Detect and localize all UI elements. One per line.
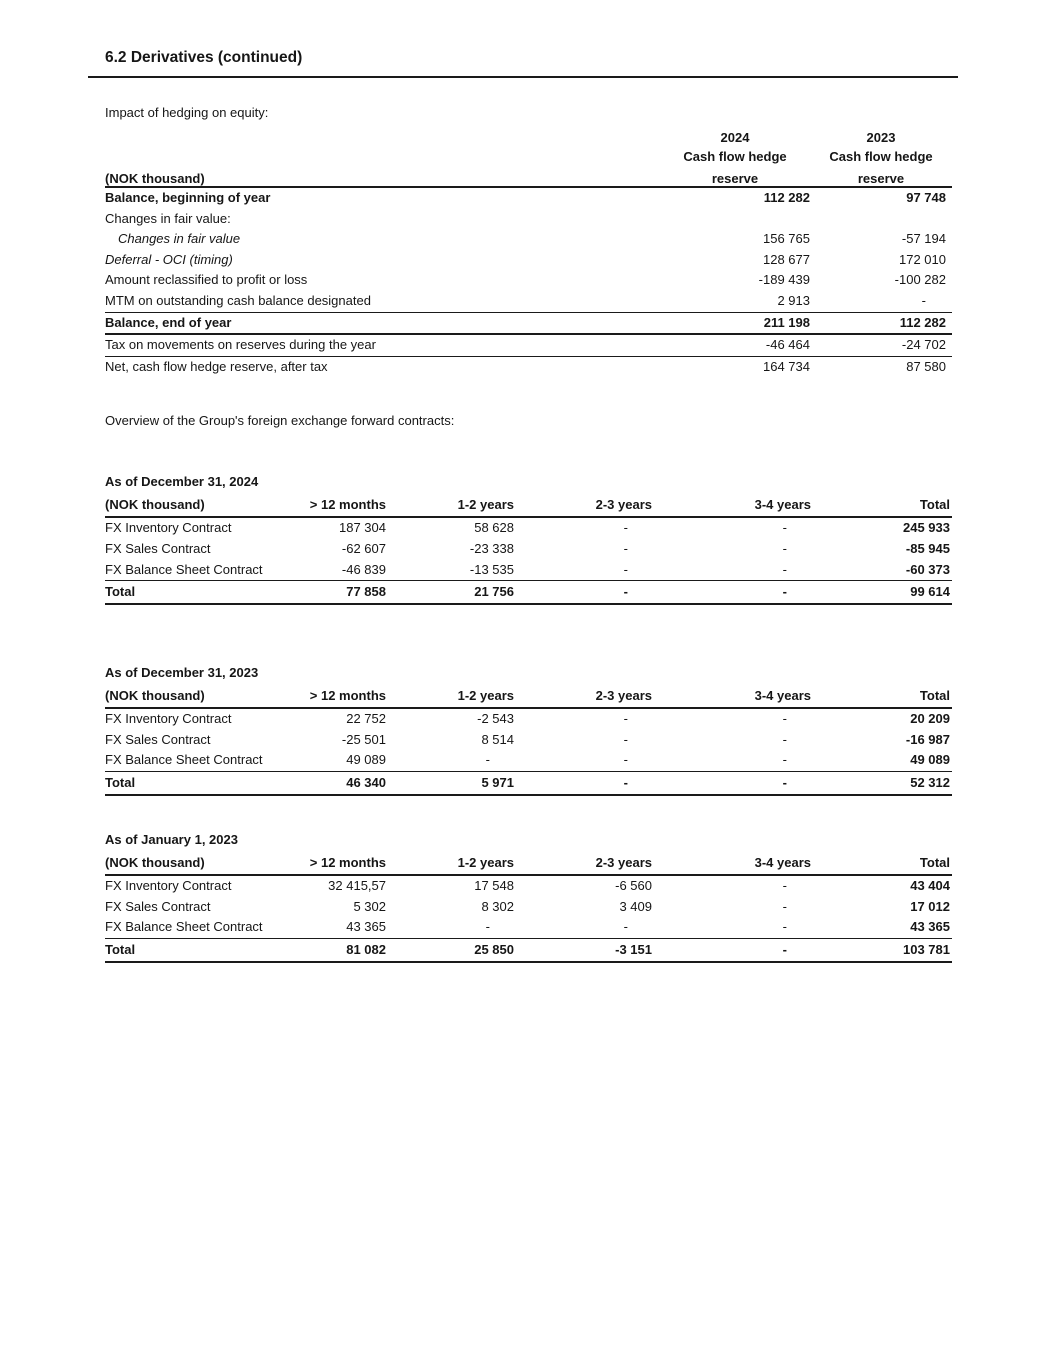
fx-total-value: - [514, 771, 652, 795]
fx-total-value: 77 858 [300, 581, 386, 605]
fx-value: - [623, 540, 628, 556]
header-total: Total [811, 496, 952, 517]
value-2023: 172 010 [899, 251, 946, 267]
fx-value: 49 089 [300, 750, 386, 771]
value-2024: -46 464 [660, 334, 810, 356]
fx-table-section [105, 665, 952, 796]
fx-table-title: As of December 31, 2023 [105, 665, 259, 681]
fx-total-row [105, 581, 952, 605]
fx-total-value: 25 850 [386, 938, 514, 962]
unit-label: (NOK thousand) [105, 854, 300, 875]
fx-value: -60 373 [811, 560, 952, 581]
fx-table [105, 687, 952, 796]
hedging-row [105, 187, 952, 209]
hedging-header-reserve-row [105, 164, 952, 187]
header-cfh-2023: Cash flow hedge [829, 149, 933, 164]
fx-value: - [386, 917, 514, 938]
row-label: Amount reclassified to profit or loss [105, 272, 308, 288]
hedging-row [105, 356, 952, 377]
hedging-row [105, 229, 952, 250]
fx-value: 58 628 [474, 520, 514, 536]
header-spacer [105, 126, 660, 145]
fx-value: 32 415,57 [328, 877, 386, 893]
row-label: Deferral - OCI (timing) [105, 251, 233, 267]
fx-value: - [514, 750, 652, 771]
row-label: Changes in fair value: [105, 210, 231, 226]
fx-value: 245 933 [903, 520, 950, 536]
fx-value: -62 607 [341, 540, 386, 556]
fx-value: - [652, 917, 811, 938]
fx-value: 43 404 [910, 877, 950, 893]
fx-total-value: -3 151 [514, 938, 652, 962]
fx-row [105, 730, 952, 751]
header-reserve-2023: reserve [810, 164, 952, 187]
fx-total-row [105, 938, 952, 962]
hedging-row [105, 270, 952, 291]
fx-value: - [782, 520, 787, 536]
fx-value: 8 302 [481, 898, 514, 914]
hedging-header-year-row [105, 126, 952, 145]
fx-value: - [514, 560, 652, 581]
fx-header-row [105, 496, 952, 517]
fx-total-value: - [652, 938, 811, 962]
fx-total-value: 81 082 [300, 938, 386, 962]
fx-row-label: FX Balance Sheet Contract [105, 750, 300, 771]
fx-value: -25 501 [341, 731, 386, 747]
section-title: 6.2 Derivatives (continued) [88, 49, 958, 78]
fx-value: - [652, 560, 811, 581]
fx-value: -23 338 [469, 540, 514, 556]
fx-total-label: Total [105, 938, 300, 962]
fx-row [105, 517, 952, 539]
header-1-2-years: 1-2 years [386, 854, 514, 875]
fx-row-label: FX Inventory Contract [105, 877, 232, 893]
hedging-header-name-row [105, 145, 952, 164]
fx-value: -2 543 [477, 711, 514, 727]
fx-total-label: Total [105, 581, 300, 605]
fx-value: - [623, 711, 628, 727]
value-2024: -189 439 [758, 272, 810, 288]
fx-row-label: FX Sales Contract [105, 731, 211, 747]
fx-total-value: 5 971 [386, 771, 514, 795]
header-3-4-years: 3-4 years [652, 687, 811, 708]
fx-value: - [782, 711, 787, 727]
fx-total-value: 99 614 [811, 581, 952, 605]
header-2-3-years: 2-3 years [514, 854, 652, 875]
value-2023: -57 194 [901, 231, 946, 247]
fx-value: 17 548 [474, 877, 514, 893]
value-2024: 156 765 [763, 231, 810, 247]
fx-tables-container [105, 474, 952, 962]
header-1-2-years: 1-2 years [386, 496, 514, 517]
fx-value: - [514, 917, 652, 938]
fx-value: - [623, 520, 628, 536]
fx-value: - [782, 731, 787, 747]
fx-value: 187 304 [339, 520, 386, 536]
fx-value: - [782, 898, 787, 914]
hedging-row [105, 250, 952, 271]
unit-label: (NOK thousand) [105, 164, 660, 187]
header-gt12-months: > 12 months [300, 854, 386, 875]
fx-total-row [105, 771, 952, 795]
row-label: Balance, end of year [105, 312, 660, 334]
fx-value: -6 560 [615, 877, 652, 893]
value-2023: 87 580 [906, 358, 946, 374]
fx-value: - [386, 750, 514, 771]
fx-row-label: FX Balance Sheet Contract [105, 917, 300, 938]
value-2024: 211 198 [660, 312, 810, 334]
fx-row [105, 750, 952, 771]
fx-value: 5 302 [353, 898, 386, 914]
fx-total-value: 103 781 [811, 938, 952, 962]
value-2024: 128 677 [763, 251, 810, 267]
fx-value: -16 987 [905, 731, 950, 747]
fx-total-value: 46 340 [300, 771, 386, 795]
fx-row [105, 917, 952, 938]
header-gt12-months: > 12 months [300, 687, 386, 708]
value-2023: -100 282 [894, 272, 946, 288]
header-reserve-2024: reserve [660, 164, 810, 187]
fx-value: 22 752 [346, 711, 386, 727]
header-2-3-years: 2-3 years [514, 687, 652, 708]
header-3-4-years: 3-4 years [652, 854, 811, 875]
value-2024 [660, 209, 810, 230]
unit-label: (NOK thousand) [105, 687, 300, 708]
row-label: MTM on outstanding cash balance designated [105, 292, 371, 308]
fx-row [105, 897, 952, 918]
unit-label: (NOK thousand) [105, 496, 300, 517]
hedging-row [105, 334, 952, 356]
hedging-equity-table [105, 126, 952, 377]
value-2023: - [921, 292, 926, 308]
header-gt12-months: > 12 months [300, 496, 386, 517]
fx-value: -13 535 [386, 560, 514, 581]
row-label: Balance, beginning of year [105, 190, 271, 205]
value-2023: 97 748 [906, 190, 946, 205]
fx-row-label: FX Inventory Contract [105, 711, 232, 727]
fx-table-section [105, 474, 952, 605]
fx-value: 20 209 [910, 711, 950, 727]
fx-table-title: As of January 1, 2023 [105, 831, 238, 847]
header-spacer [105, 145, 660, 164]
header-year-2024: 2024 [720, 130, 750, 145]
row-label: Changes in fair value [118, 231, 241, 247]
row-label: Net, cash flow hedge reserve, after tax [105, 358, 328, 374]
value-2023 [810, 209, 952, 230]
fx-value: -46 839 [300, 560, 386, 581]
fx-total-value: - [652, 581, 811, 605]
fx-row-label: FX Balance Sheet Contract [105, 560, 300, 581]
hedging-row [105, 209, 952, 230]
fx-value: 43 365 [300, 917, 386, 938]
header-3-4-years: 3-4 years [652, 496, 811, 517]
fx-value: 43 365 [811, 917, 952, 938]
value-2023: 112 282 [810, 312, 952, 334]
fx-row [105, 708, 952, 730]
header-total: Total [811, 687, 952, 708]
fx-row [105, 539, 952, 560]
fx-row-label: FX Inventory Contract [105, 520, 232, 536]
intro-fx-text: Overview of the Group's foreign exchange forward contracts: [105, 413, 455, 429]
header-year-2023: 2023 [866, 130, 896, 145]
fx-value: - [782, 540, 787, 556]
fx-header-row [105, 687, 952, 708]
intro-hedging-text: Impact of hedging on equity: [105, 105, 269, 120]
fx-value: - [782, 877, 787, 893]
fx-total-value: 52 312 [811, 771, 952, 795]
fx-value: - [652, 750, 811, 771]
fx-value: -85 945 [905, 540, 950, 556]
fx-total-value: - [652, 771, 811, 795]
value-2023: -24 702 [810, 334, 952, 356]
fx-header-row [105, 854, 952, 875]
fx-total-value: - [514, 581, 652, 605]
hedging-row [105, 312, 952, 334]
fx-row-label: FX Sales Contract [105, 898, 211, 914]
fx-value: 17 012 [910, 898, 950, 914]
fx-table [105, 496, 952, 605]
fx-value: 8 514 [481, 731, 514, 747]
value-2024: 112 282 [763, 190, 810, 205]
fx-total-label: Total [105, 771, 300, 795]
fx-value: - [623, 731, 628, 747]
header-1-2-years: 1-2 years [386, 687, 514, 708]
value-2024: 164 734 [763, 358, 810, 374]
fx-row-label: FX Sales Contract [105, 540, 211, 556]
fx-row [105, 875, 952, 897]
fx-table-section [105, 832, 952, 963]
hedging-row [105, 291, 952, 312]
header-2-3-years: 2-3 years [514, 496, 652, 517]
fx-table-title: As of December 31, 2024 [105, 474, 259, 490]
fx-value: 49 089 [811, 750, 952, 771]
header-total: Total [811, 854, 952, 875]
fx-value: 3 409 [619, 898, 652, 914]
fx-table [105, 854, 952, 963]
row-label: Tax on movements on reserves during the year [105, 334, 660, 356]
header-cfh-2024: Cash flow hedge [683, 149, 787, 164]
value-2024: 2 913 [777, 292, 810, 308]
fx-row [105, 560, 952, 581]
fx-total-value: 21 756 [386, 581, 514, 605]
